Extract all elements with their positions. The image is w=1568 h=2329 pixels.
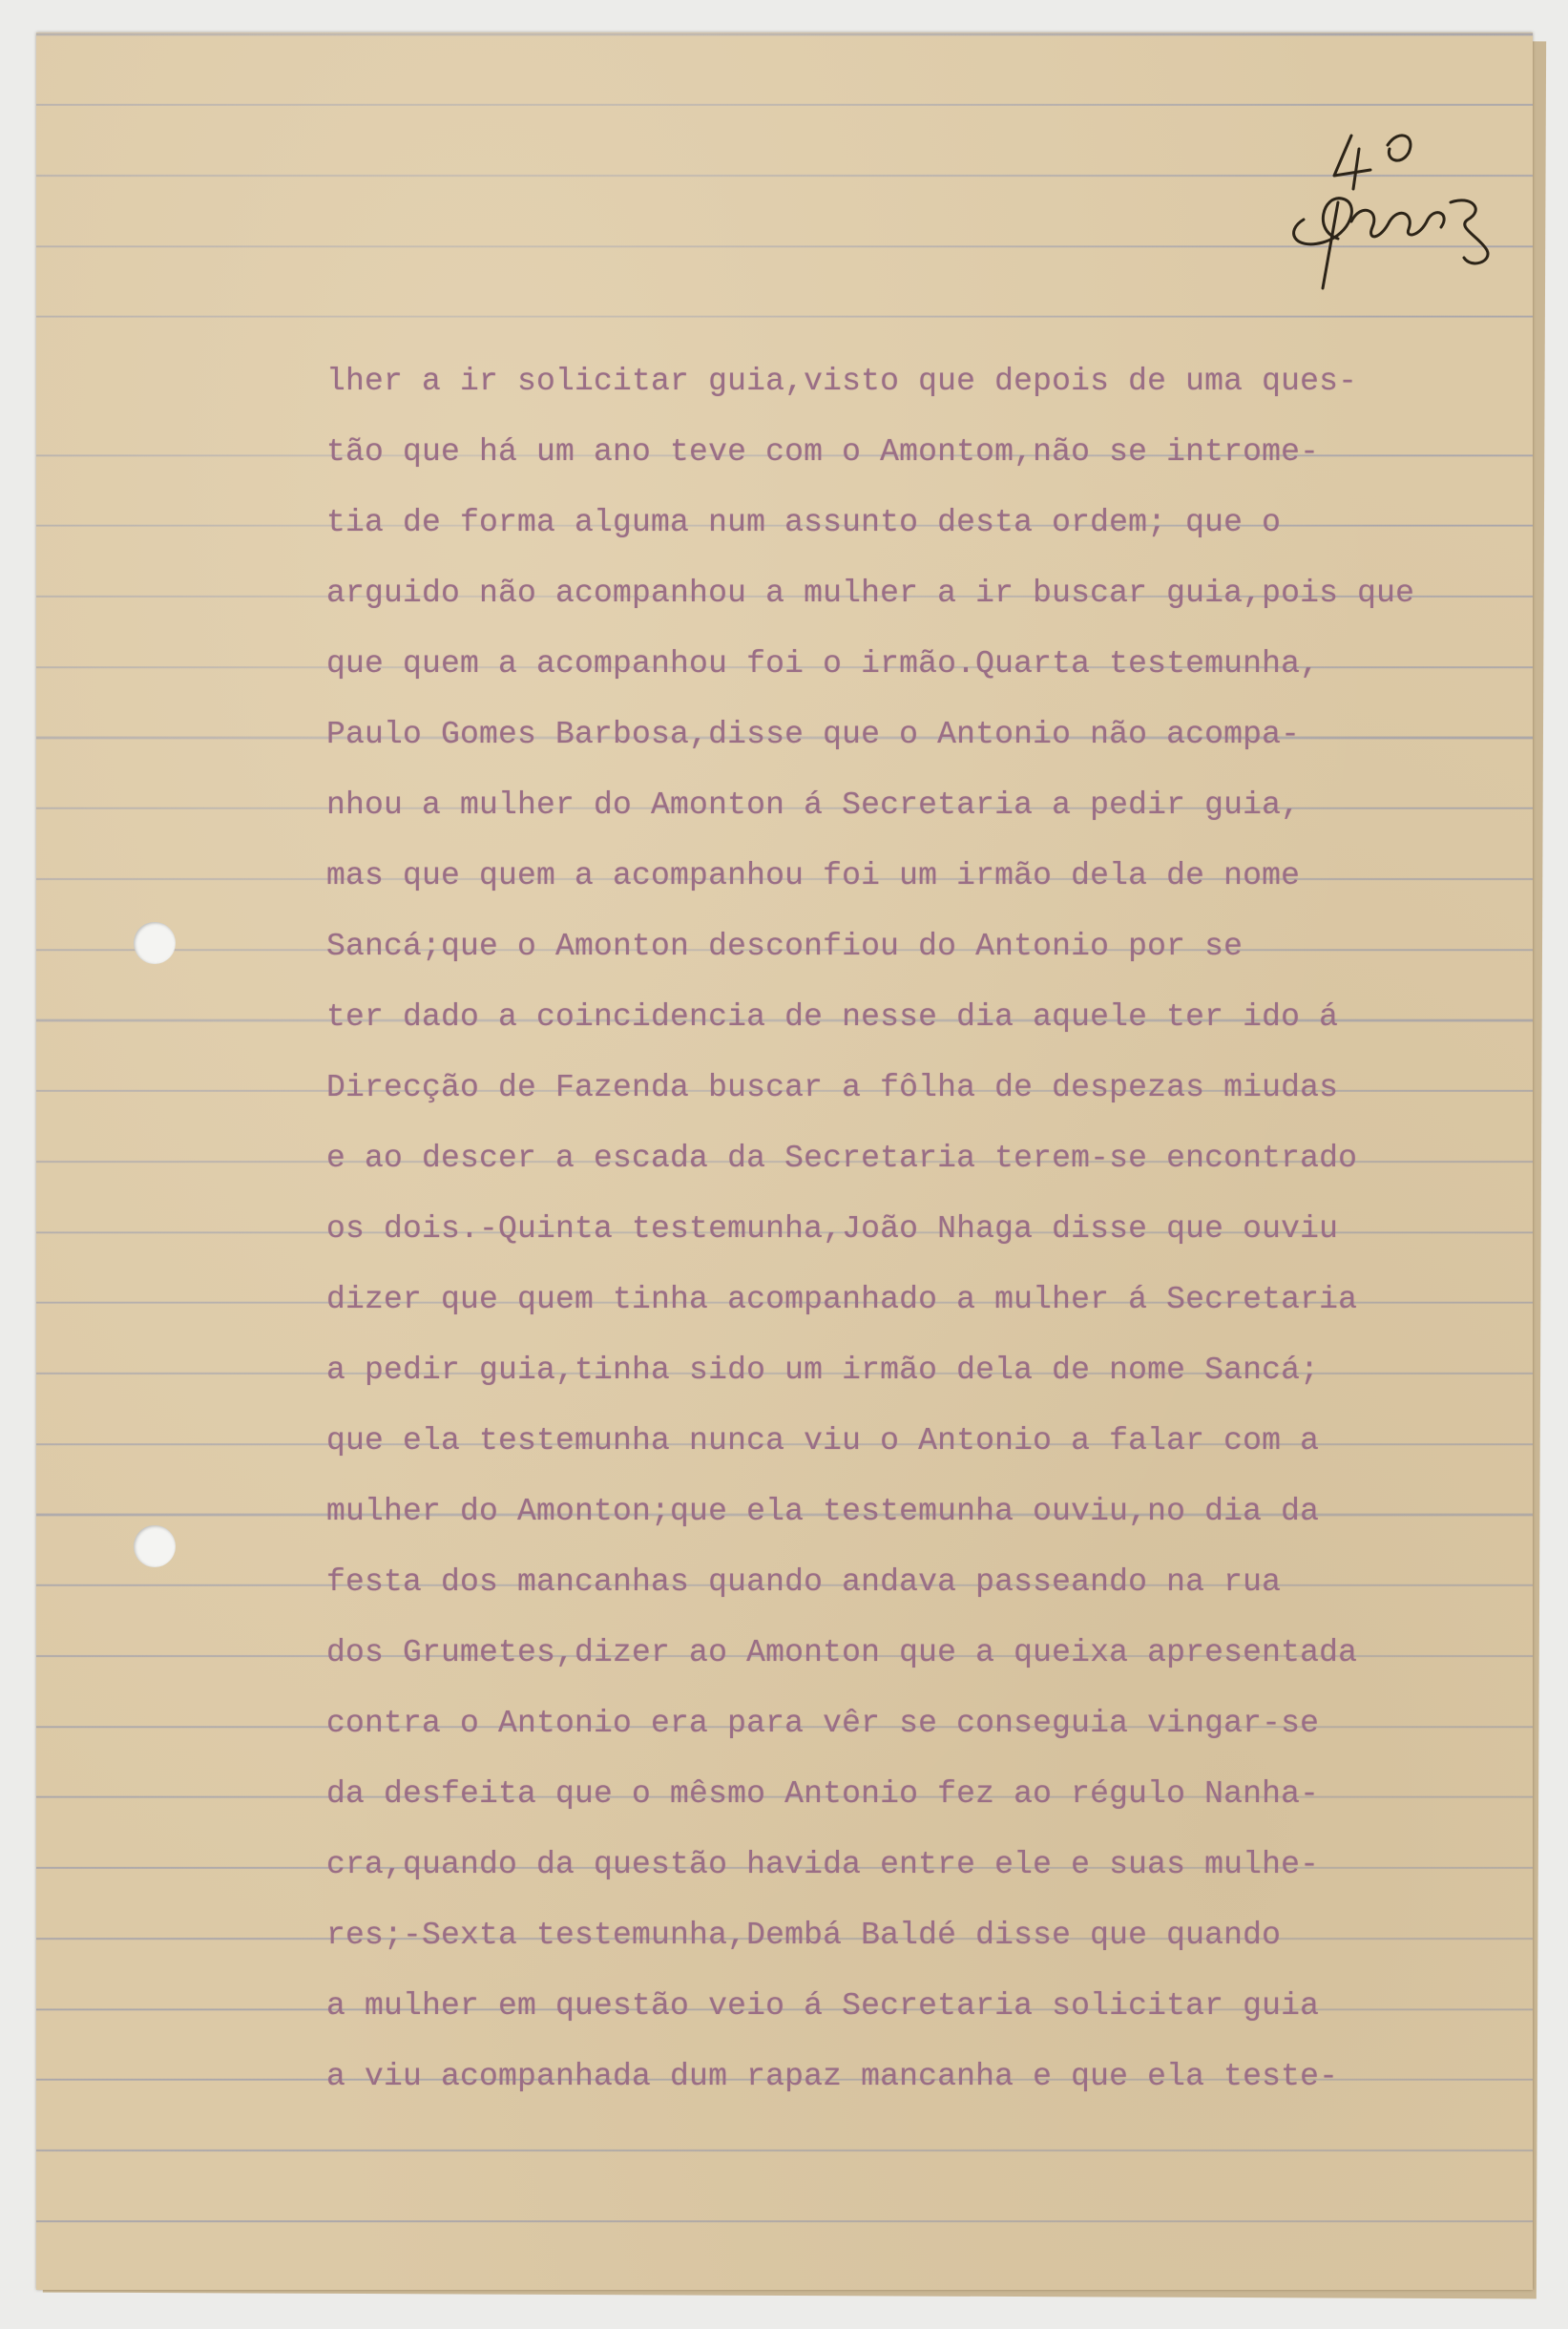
text-line: mulher do Amonton;que ela testemunha ouviu,no dia da xyxy=(326,1494,1320,1529)
text-line: Paulo Gomes Barbosa,disse que o Antonio não acompa- xyxy=(326,717,1301,752)
text-line: Direcção de Fazenda buscar a fôlha de despezas miudas xyxy=(326,1070,1339,1105)
text-line: Sancá;que o Amonton desconfiou do Antonio por se xyxy=(326,929,1244,964)
text-line: ter dado a coincidencia de nesse dia aquele ter ido á xyxy=(326,999,1339,1035)
folio-signature xyxy=(1246,107,1533,298)
text-line: cra,quando da questão havida entre ele e suas mulhe- xyxy=(326,1847,1320,1882)
text-line: tão que há um ano teve com o Amontom,não se introme- xyxy=(326,434,1320,470)
text-line: a pedir guia,tinha sido um irmão dela de nome Sancá; xyxy=(326,1353,1320,1388)
text-line: que quem a acompanhou foi o irmão.Quarta testemunha, xyxy=(326,646,1320,682)
text-line: nhou a mulher do Amonton á Secretaria a pedir guia, xyxy=(326,787,1301,823)
punch-hole xyxy=(134,1525,176,1567)
text-line: mas que quem a acompanhou foi um irmão dela de nome xyxy=(326,858,1301,893)
text-line: e ao descer a escada da Secretaria terem-se encontrado xyxy=(326,1141,1358,1176)
text-line: festa dos mancanhas quando andava passeando na rua xyxy=(326,1564,1282,1600)
text-line: que ela testemunha nunca viu o Antonio a falar com a xyxy=(326,1423,1320,1458)
text-line: da desfeita que o mêsmo Antonio fez ao régulo Nanha- xyxy=(326,1776,1320,1812)
text-line: lher a ir solicitar guia,visto que depois de uma ques- xyxy=(326,364,1358,399)
text-line: res;-Sexta testemunha,Dembá Baldé disse que quando xyxy=(326,1918,1282,1953)
text-line: arguido não acompanhou a mulher a ir buscar guia,pois que xyxy=(326,576,1415,611)
text-line: a mulher em questão veio á Secretaria solicitar guia xyxy=(326,1988,1320,2024)
text-line: dos Grumetes,dizer ao Amonton que a queixa apresentada xyxy=(326,1635,1358,1670)
punch-hole xyxy=(134,922,176,964)
text-line: a viu acompanhada dum rapaz mancanha e que ela teste- xyxy=(326,2059,1339,2094)
text-line: os dois.-Quinta testemunha,João Nhaga disse que ouviu xyxy=(326,1211,1339,1247)
text-line: contra o Antonio era para vêr se conseguia vingar-se xyxy=(326,1706,1320,1741)
handwritten-signature-mark xyxy=(1246,107,1533,298)
text-line: dizer que quem tinha acompanhado a mulher á Secretaria xyxy=(326,1282,1358,1317)
text-line: tia de forma alguma num assunto desta ordem; que o xyxy=(326,505,1282,540)
typed-text-body xyxy=(326,357,1472,2123)
